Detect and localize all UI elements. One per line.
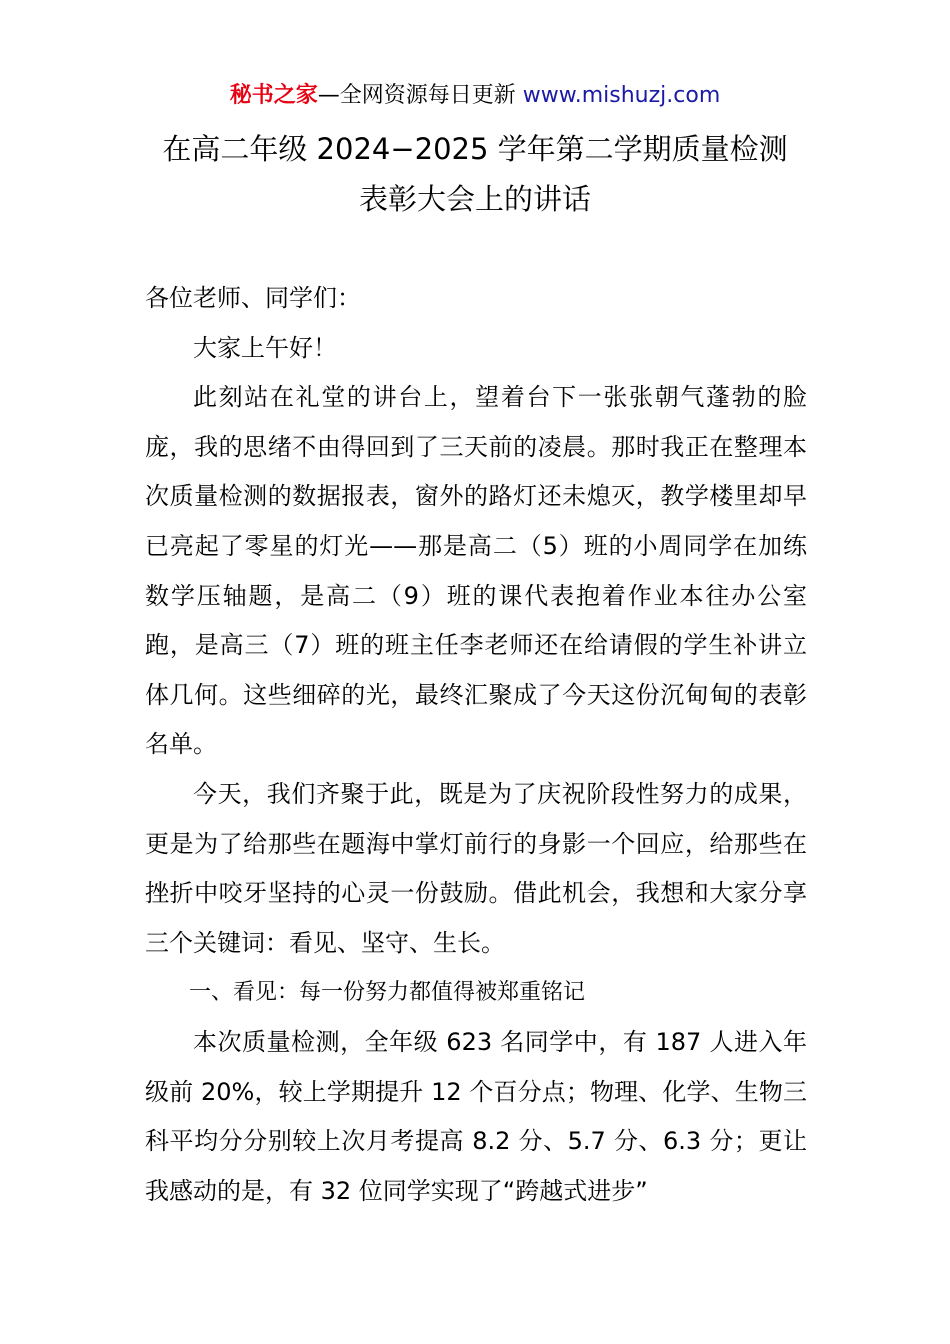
salutation: 各位老师、同学们：	[145, 284, 361, 312]
title-line-1: 在高二年级 2024−2025 学年第二学期质量检测	[162, 132, 788, 166]
section-1-heading: 一、看见：每一份努力都值得被郑重铭记	[189, 980, 586, 1006]
site-slogan: —全网资源每日更新	[317, 83, 516, 108]
document-body	[145, 274, 807, 1216]
paragraph-1: 此刻站在礼堂的讲台上，望着台下一张张朝气蓬勃的脸庞，我的思绪不由得回到了三天前的凌晨。那时我正在整理本次质量检测的数据报表，窗外的路灯还未熄灭，教学楼里却早已亮起了零星的灯光——那是高二（5）班的小周同学在加练数学压轴题，是高二（9）班的课代表抱着作业本往办公室跑，是高三（7）班的班主任李老师还在给请假的学生补讲立体几何。这些细碎的光，最终汇聚成了今天这份沉甸甸的表彰名单。	[145, 383, 807, 759]
paragraph-2: 今天，我们齐聚于此，既是为了庆祝阶段性努力的成果，更是为了给那些在题海中掌灯前行的身影一个回应，给那些在挫折中咬牙坚持的心灵一份鼓励。借此机会，我想和大家分享三个关键词：看见、坚守、生长。	[145, 779, 807, 957]
greeting: 大家上午好！	[193, 333, 337, 362]
document-title	[0, 124, 950, 224]
paragraph-3: 本次质量检测，全年级 623 名同学中，有 187 人进入年级前 20%，较上学期提升 12 个百分点；物理、化学、生物三科平均分分别较上次月考提高 8.2 分、5.7 分、6.3 分；更让我感动的是，有 32 位同学实现了“跨越式进步”	[145, 1027, 807, 1205]
site-brand: 秘书之家	[229, 83, 318, 108]
site-url-link[interactable]: www.mishuzj.com	[522, 83, 721, 108]
site-header	[0, 80, 950, 112]
title-line-2: 表彰大会上的讲话	[358, 182, 591, 216]
